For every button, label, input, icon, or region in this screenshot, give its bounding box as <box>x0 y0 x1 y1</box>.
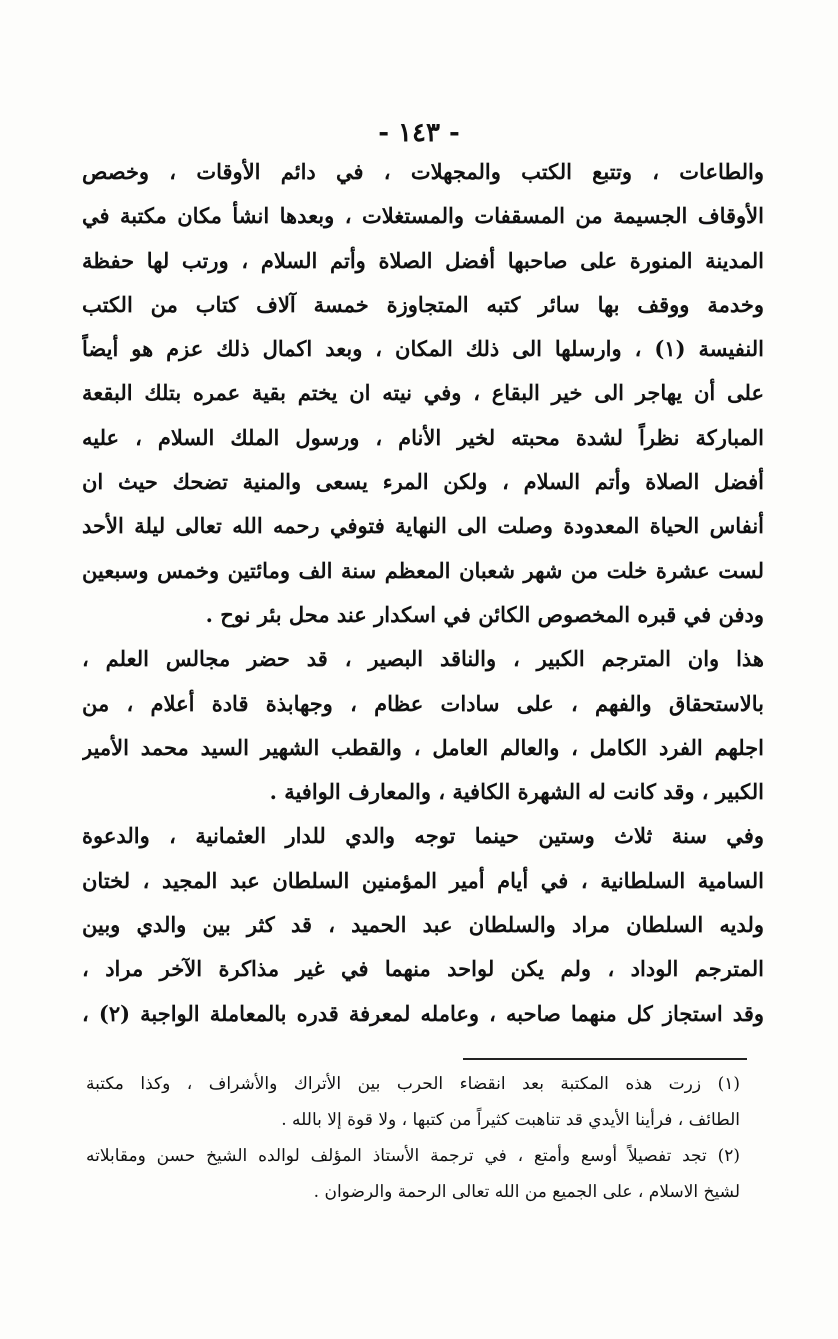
text-line: والطاعات ، وتتبع الكتب والمجهلات ، في دائم الأوقات ، وخصص <box>82 159 764 184</box>
text-line: المباركة نظراً لشدة محبته لخير الأنام ، ورسول الملك السلام ، عليه <box>82 424 764 450</box>
text-line: وقد استجاز كل منهما صاحبه ، وعامله لمعرفة قدره بالمعاملة الواجبة (٢) ، <box>82 1000 764 1026</box>
text-line: هذا وان المترجم الكبير ، والناقد البصير ، قد حضر مجالس العلم ، <box>82 646 764 672</box>
footnote-line: الطائف ، فرأينا الأيدي قد تناهبت كثيراً من كتبها ، ولا قوة إلا بالله . <box>281 1110 740 1130</box>
footnote-line: (١) زرت هذه المكتبة بعد انقضاء الحرب بين الأتراك والأشراف ، وكذا مكتبة <box>86 1074 740 1094</box>
text-line: الأوقاف الجسيمة من المسقفات والمستغلات ، وبعدها انشأ مكان مكتبة في <box>82 203 764 229</box>
text-line: ودفن في قبره المخصوص الكائن في اسكدار عند محل بئر نوح . <box>205 601 764 627</box>
text-line: السامية السلطانية ، في أيام أمير المؤمنين السلطان عبد المجيد ، لختان <box>82 867 764 893</box>
text-line: وخدمة ووقف بها سائر كتبه المتجاوزة خمسة آلاف كتاب من الكتب <box>82 291 764 317</box>
main-text <box>82 150 764 1036</box>
text-line: وفي سنة ثلاث وستين حينما توجه والدي للدار العثمانية ، والدعوة <box>82 823 764 849</box>
text-line: المترجم الوداد ، ولم يكن لواحد منهما في غير مذاكرة الآخر مراد ، <box>82 956 764 982</box>
text-line: الكبير ، وقد كانت له الشهرة الكافية ، والمعارف الوافية . <box>269 779 764 805</box>
text-line: ولديه السلطان مراد والسلطان عبد الحميد ، قد كثر بين والدي وبين <box>82 912 764 938</box>
text-line: اجلهم الفرد الكامل ، والعالم العامل ، والقطب الشهير السيد محمد الأمير <box>82 734 764 760</box>
footnote-line: لشيخ الاسلام ، على الجميع من الله تعالى الرحمة والرضوان . <box>313 1182 740 1202</box>
text-line: لست عشرة خلت من شهر شعبان المعظم سنة الف ومائتين وخمس وسبعين <box>82 557 764 583</box>
text-line: المدينة المنورة على صاحبها أفضل الصلاة وأتم السلام ، ورتب لها حفظة <box>82 247 764 273</box>
text-line: النفيسة (١) ، وارسلها الى ذلك المكان ، وبعد اكمال ذلك عزم هو أيضاً <box>82 336 764 362</box>
footnote-line: (٢) تجد تفصيلاً أوسع وأمتع ، في ترجمة الأستاذ المؤلف لوالده الشيخ حسن ومقابلاته <box>86 1146 740 1166</box>
footnotes <box>86 1066 740 1210</box>
page-number: - ١٤٣ - <box>378 118 460 148</box>
text-line: أفضل الصلاة وأتم السلام ، ولكن المرء يسعى والمنية تضحك حيث ان <box>82 469 764 495</box>
text-line: على أن يهاجر الى خير البقاع ، وفي نيته ان يختم بقية عمره بتلك البقعة <box>82 380 764 406</box>
text-line: بالاستحقاق والفهم ، على سادات عظام ، وجهابذة قادة أعلام ، من <box>82 690 764 716</box>
text-line: أنفاس الحياة المعدودة وصلت الى النهاية فتوفي رحمه الله تعالى ليلة الأحد <box>82 513 764 539</box>
footnote-separator <box>463 1058 747 1060</box>
